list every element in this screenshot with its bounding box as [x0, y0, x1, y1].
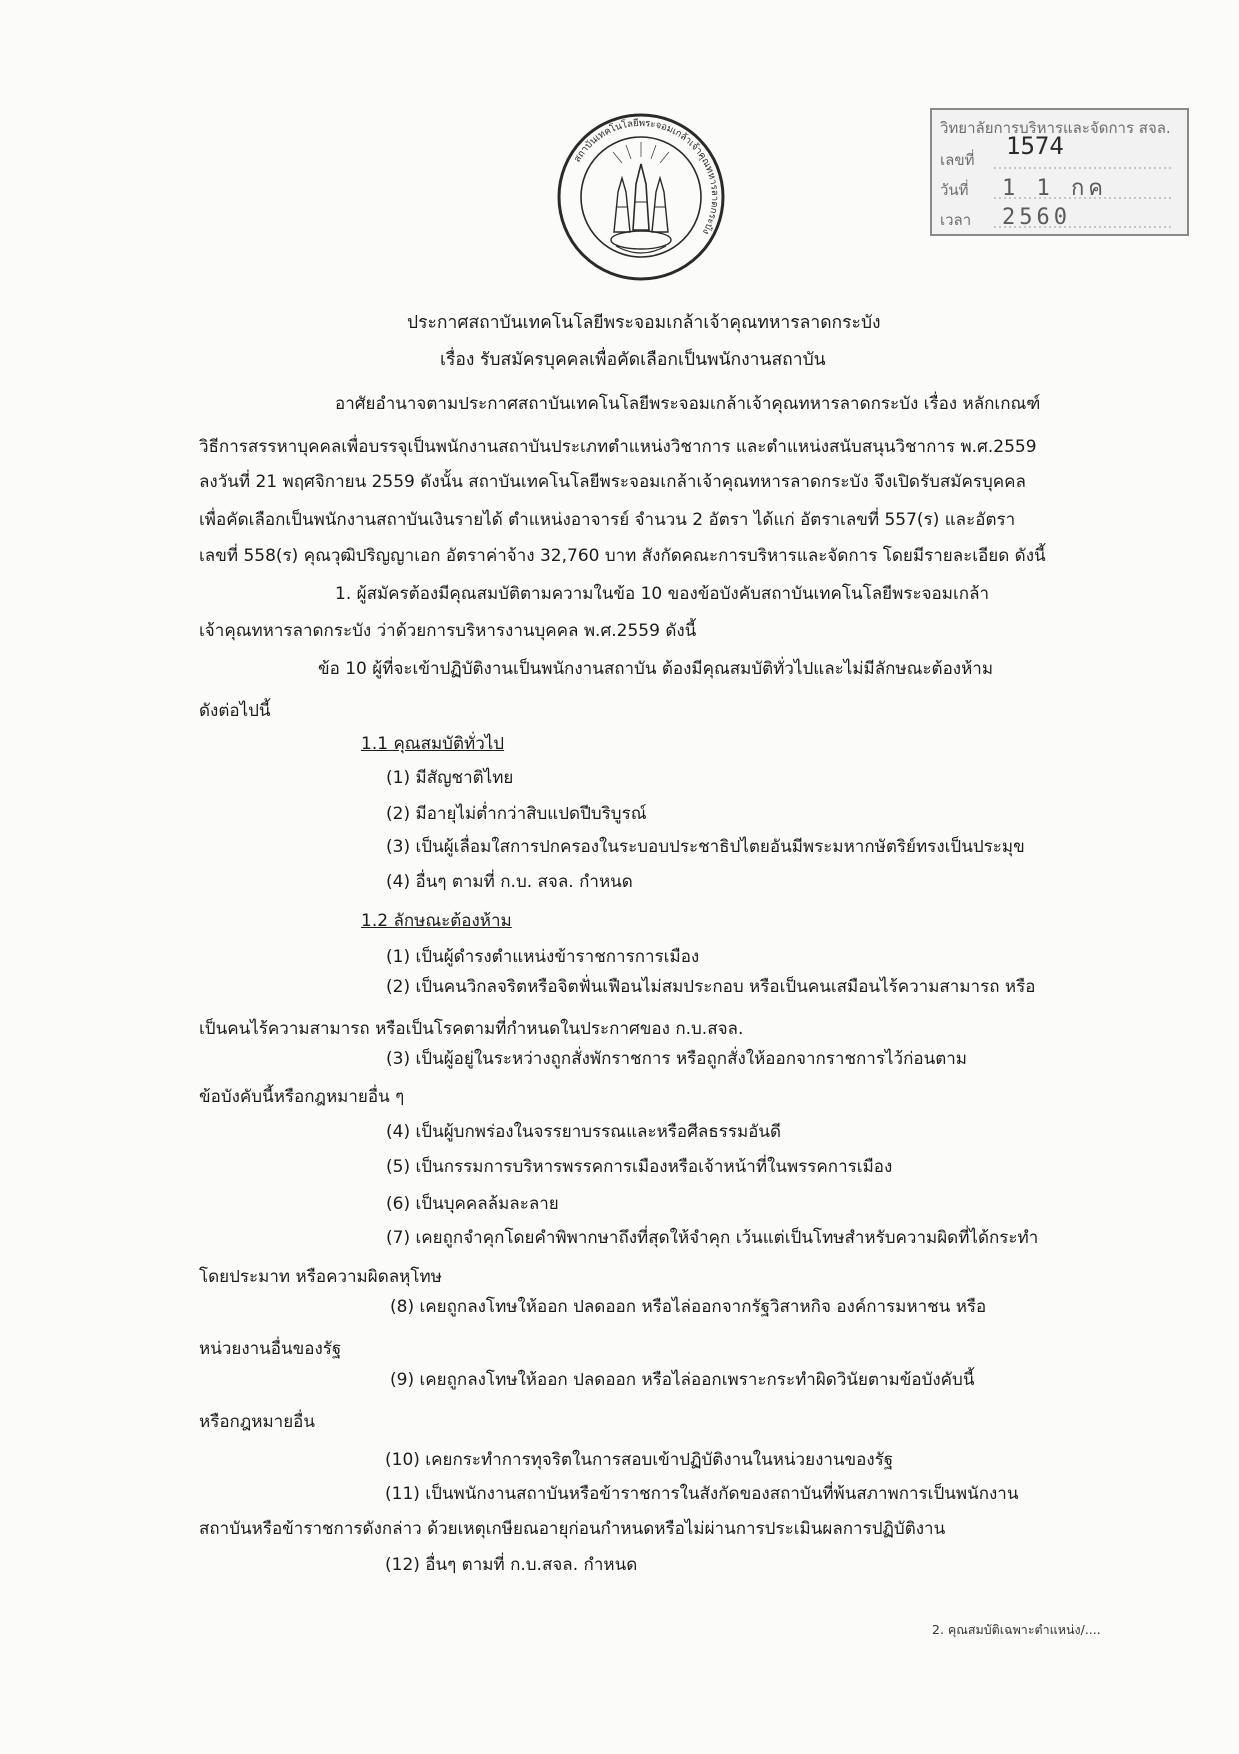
seal-ring-text: สถาบันเทคโนโลยีพระจอมเกล้าเจ้าคุณทหารลาดกระบัง: [571, 117, 721, 237]
prohibited-line: (11) เป็นพนักงานสถาบันหรือข้าราชการในสังกัดของสถาบันที่พ้นสภาพการเป็นพนักงาน: [385, 1484, 1019, 1504]
item-1-line: เจ้าคุณทหารลาดกระบัง ว่าด้วยการบริหารงานบุคคล พ.ศ.2559 ดังนี้: [199, 621, 697, 641]
item-1-line: 1. ผู้สมัครต้องมีคุณสมบัติตามความในข้อ 10 ของข้อบังคับสถาบันเทคโนโลยีพระจอมเกล้า: [335, 584, 990, 604]
intro-line: อาศัยอำนาจตามประกาศสถาบันเทคโนโลยีพระจอมเกล้าเจ้าคุณทหารลาดกระบัง เรื่อง หลักเกณฑ์: [335, 394, 1041, 414]
general-item: (2) มีอายุไม่ต่ำกว่าสิบแปดปีบริบูรณ์: [386, 804, 647, 824]
clause-10-line: ข้อ 10 ผู้ที่จะเข้าปฏิบัติงานเป็นพนักงานสถาบัน ต้องมีคุณสมบัติทั่วไปและไม่มีลักษณะต้องห้าม: [318, 659, 994, 679]
prohibited-line: เป็นคนไร้ความสามารถ หรือเป็นโรคตามที่กำหนดในประกาศของ ก.บ.สจล.: [199, 1019, 744, 1039]
prohibited-line: (8) เคยถูกลงโทษให้ออก ปลดออก หรือไล่ออกจากรัฐวิสาหกิจ องค์การมหาชน หรือ: [390, 1297, 987, 1317]
stamp-org: วิทยาลัยการบริหารและจัดการ สจล.: [940, 119, 1171, 137]
prohibited-line: หน่วยงานอื่นของรัฐ: [199, 1339, 342, 1359]
stamp-date-value: 1 1 กค 2560: [1002, 176, 1108, 230]
prohibited-line: (4) เป็นผู้บกพร่องในจรรยาบรรณและหรือศีลธรรมอันดี: [386, 1122, 782, 1142]
stamp-time-label: เวลา: [940, 211, 972, 229]
general-item: (1) มีสัญชาติไทย: [386, 768, 514, 788]
intro-line: เลขที่ 558(ร) คุณวุฒิปริญญาเอก อัตราค่าจ้าง 32,760 บาท สังกัดคณะการบริหารและจัดการ โดยมีรายละเอียด ดังนี้: [199, 546, 1046, 566]
prohibited-line: (7) เคยถูกจำคุกโดยคำพิพากษาถึงที่สุดให้จำคุก เว้นแต่เป็นโทษสำหรับความผิดที่ได้กระทำ: [386, 1228, 1039, 1248]
prohibited-line: ข้อบังคับนี้หรือกฎหมายอื่น ๆ: [199, 1087, 405, 1107]
prohibited-line: สถาบันหรือข้าราชการดังกล่าว ด้วยเหตุเกษียณอายุก่อนกำหนดหรือไม่ผ่านการประเมินผลการปฏิบัติงาน: [199, 1519, 946, 1539]
page-continuation: 2. คุณสมบัติเฉพาะตำแหน่ง/....: [932, 1622, 1101, 1637]
announcement-subject: เรื่อง รับสมัครบุคคลเพื่อคัดเลือกเป็นพนักงานสถาบัน: [440, 350, 826, 370]
stamp-number-value: 1574: [1006, 132, 1064, 160]
prohibited-line: (9) เคยถูกลงโทษให้ออก ปลดออก หรือไล่ออกเพราะกระทำผิดวินัยตามข้อบังคับนี้: [390, 1370, 975, 1390]
prohibited-line: โดยประมาท หรือความผิดลหุโทษ: [199, 1267, 442, 1287]
prohibited-line: (1) เป็นผู้ดำรงตำแหน่งข้าราชการการเมือง: [386, 947, 700, 967]
prohibited-line: หรือกฎหมายอื่น: [199, 1412, 316, 1432]
prohibited-line: (3) เป็นผู้อยู่ในระหว่างถูกสั่งพักราชการ หรือถูกสั่งให้ออกจากราชการไว้ก่อนตาม: [386, 1049, 967, 1069]
general-item: (4) อื่นๆ ตามที่ ก.บ. สจล. กำหนด: [386, 872, 633, 892]
prohibited-line: (2) เป็นคนวิกลจริตหรือจิตฟั่นเฟือนไม่สมประกอบ หรือเป็นคนเสมือนไร้ความสามารถ หรือ: [386, 977, 1036, 997]
clause-10-line: ดังต่อไปนี้: [199, 701, 271, 721]
kmitl-seal-icon: [556, 112, 726, 282]
stamp-dotted-lines: [932, 110, 1187, 234]
stamp-date-label: วันที่: [940, 181, 969, 199]
prohibited-heading: 1.2 ลักษณะต้องห้าม: [361, 911, 512, 931]
prohibited-line: (6) เป็นบุคคลล้มละลาย: [386, 1194, 559, 1214]
prohibited-line: (12) อื่นๆ ตามที่ ก.บ.สจล. กำหนด: [385, 1555, 638, 1575]
prohibited-line: (10) เคยกระทำการทุจริตในการสอบเข้าปฏิบัติงานในหน่วยงานของรัฐ: [385, 1450, 894, 1470]
intro-line: ลงวันที่ 21 พฤศจิกายน 2559 ดังนั้น สถาบันเทคโนโลยีพระจอมเกล้าเจ้าคุณทหารลาดกระบัง จึงเปิดรับสมัครบุคคล: [199, 472, 1026, 492]
intro-line: เพื่อคัดเลือกเป็นพนักงานสถาบันเงินรายได้ ตำแหน่งอาจารย์ จำนวน 2 อัตรา ได้แก่ อัตราเลขที่ 557(ร) และอัตรา: [199, 510, 1016, 530]
stamp-number-label: เลขที่: [940, 151, 975, 169]
intro-line: วิธีการสรรหาบุคคลเพื่อบรรจุเป็นพนักงานสถาบันประเภทตำแหน่งวิชาการ และตำแหน่งสนับสนุนวิชาการ พ.ศ.2559: [199, 437, 1037, 457]
announcement-title: ประกาศสถาบันเทคโนโลยีพระจอมเกล้าเจ้าคุณทหารลาดกระบัง: [407, 313, 881, 333]
receipt-stamp: [930, 108, 1189, 236]
general-item: (3) เป็นผู้เลื่อมใสการปกครองในระบอบประชาธิปไตยอันมีพระมหากษัตริย์ทรงเป็นประมุข: [386, 837, 1025, 857]
prohibited-line: (5) เป็นกรรมการบริหารพรรคการเมืองหรือเจ้าหน้าที่ในพรรคการเมือง: [386, 1157, 893, 1177]
general-qualifications-heading: 1.1 คุณสมบัติทั่วไป: [361, 734, 505, 754]
